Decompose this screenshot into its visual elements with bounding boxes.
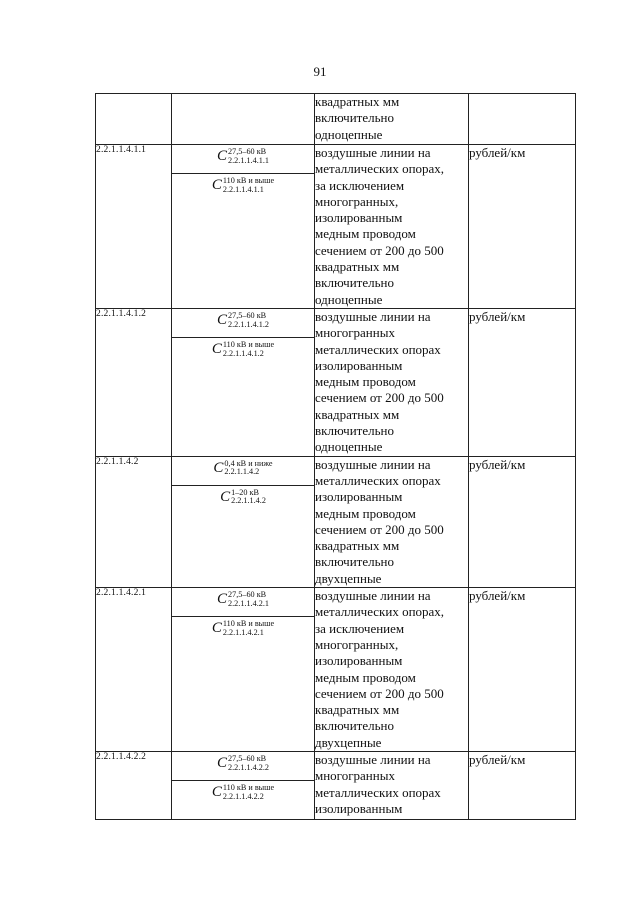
code-cell: 2.2.1.1.4.1.2 [96,309,172,457]
description-cell: воздушные линии на металлических опорах, за исключением многогранных, изолированным медным проводом сечением от 200 до 500 квадратных мм включительно одноцепные [315,145,469,309]
table-row [96,456,576,587]
formula-secondary: C 1–20 кВ 2.2.1.1.4.2 [220,487,266,506]
unit-cell [469,94,576,145]
unit-cell: рублей/км [469,752,576,820]
code-cell: 2.2.1.1.4.2.1 [96,588,172,752]
description-line: включительно [315,110,394,126]
description-line: одноцепные [315,126,383,142]
formula-cell [172,309,315,457]
formula-primary: C 0,4 кВ и ниже 2.2.1.1.4.2 [172,457,314,486]
formula-primary: C 27,5–60 кВ 2.2.1.1.4.2.2 [172,752,314,781]
unit-cell: рублей/км [469,456,576,587]
code-cell [96,94,172,145]
formula-cell [172,145,315,309]
description-cell: воздушные линии на металлических опорах изолированным медным проводом сечением от 200 до 500 квадратных мм включительно двухцепные [315,456,469,587]
formula-secondary: C 110 кВ и выше 2.2.1.1.4.2.2 [211,783,275,801]
formula-secondary: C 110 кВ и выше 2.2.1.1.4.2.1 [211,619,275,637]
description-cell: воздушные линии на многогранных металлических опорах изолированным медным проводом сечением от 200 до 500 квадратных мм включительно одноцепные [315,309,469,457]
formula-cell [172,94,315,145]
description-cell: воздушные линии на многогранных металлических опорах изолированным [315,752,469,820]
unit-cell: рублей/км [469,588,576,752]
code-cell: 2.2.1.1.4.1.1 [96,145,172,309]
table-row [96,145,576,309]
formula-primary: C 27,5–60 кВ 2.2.1.1.4.2.1 [172,588,314,617]
description-cell [315,94,469,145]
table-row-continuation [96,94,576,145]
formula-primary: C 27,5–60 кВ 2.2.1.1.4.1.1 [172,145,314,174]
formula-cell [172,752,315,820]
code-cell: 2.2.1.1.4.2.2 [96,752,172,820]
table-row [96,309,576,457]
table-row [96,752,576,820]
formula-cell [172,588,315,752]
unit-cell: рублей/км [469,309,576,457]
formula-secondary: C 110 кВ и выше 2.2.1.1.4.1.1 [211,176,275,194]
page-number: 91 [313,64,327,79]
code-cell: 2.2.1.1.4.2 [96,456,172,587]
unit-cell: рублей/км [469,145,576,309]
tariff-table [95,93,576,820]
formula-secondary: C 110 кВ и выше 2.2.1.1.4.1.2 [211,340,275,358]
description-cell: воздушные линии на металлических опорах, за исключением многогранных, изолированным медным проводом сечением от 200 до 500 квадратных мм включительно двухцепные [315,588,469,752]
table-row [96,588,576,752]
description-line: квадратных мм [315,94,400,109]
formula-primary: C 27,5–60 кВ 2.2.1.1.4.1.2 [172,309,314,338]
formula-cell [172,456,315,587]
